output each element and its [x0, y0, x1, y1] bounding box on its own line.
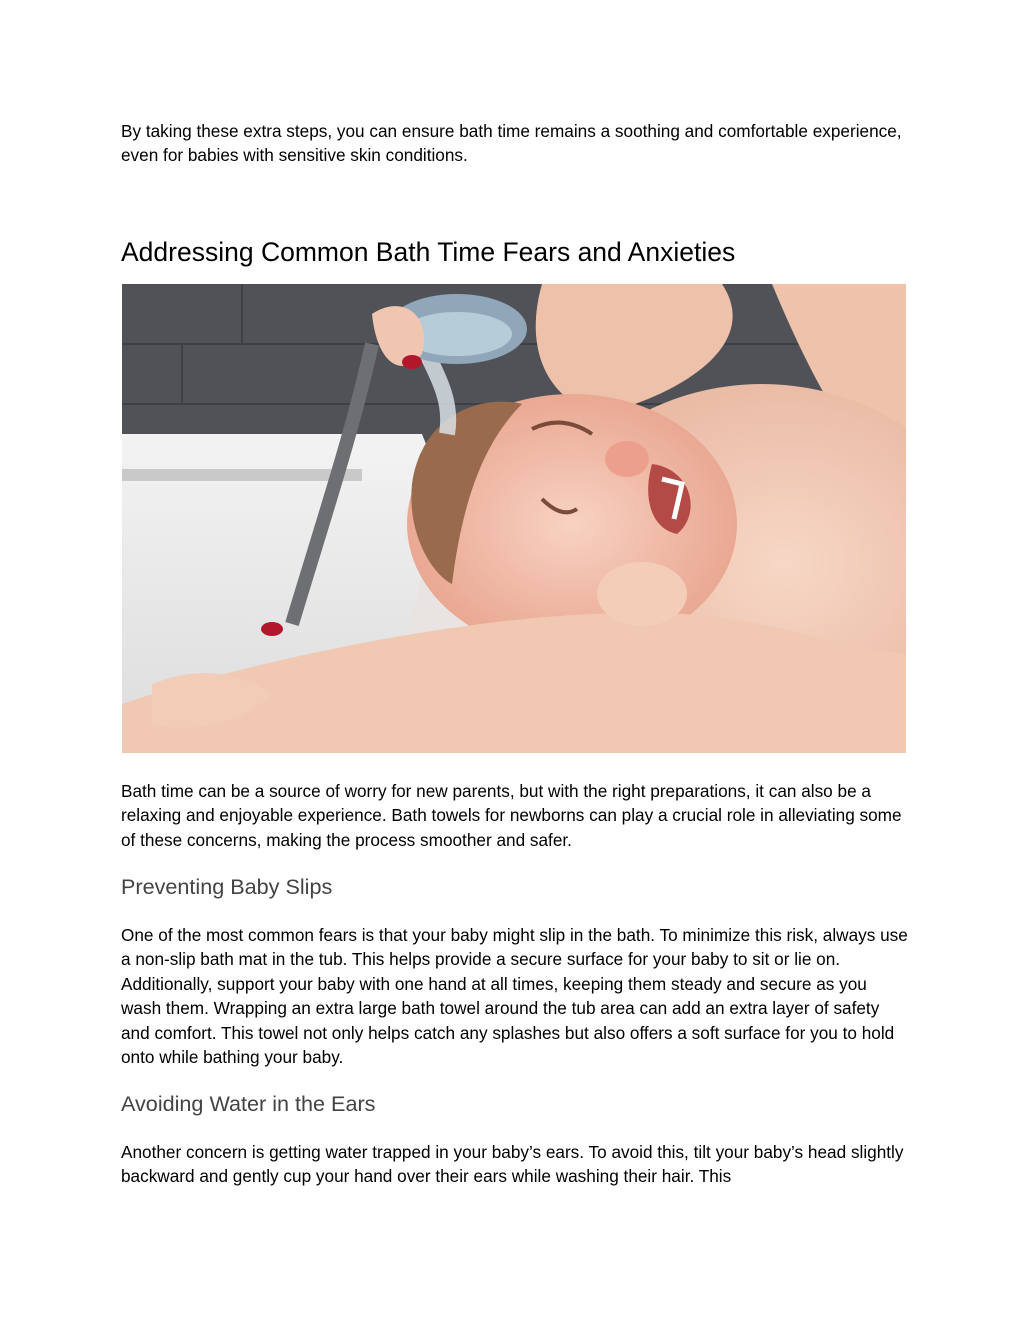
intro-paragraph: By taking these extra steps, you can ensure bath time remains a soothing and comfortable experience, even for babies with sensitive skin conditions. [121, 121, 902, 166]
section-paragraph: Bath time can be a source of worry for new parents, but with the right preparations, it can also be a relaxing and enjoyable experience. Bath towels for newborns can play a crucial role in alleviating some of these concerns, making the process smoother and safer. [121, 781, 902, 850]
paragraph-preventing-baby-slips: One of the most common fears is that your baby might slip in the bath. To minimize this risk, always use a non-slip bath mat in the tub. This helps provide a secure surface for your baby to sit or lie on. Additionally, support your baby with one hand at all times, keeping them steady and secure as you wash them. Wrapping an extra large bath towel around the tub area can add an extra layer of safety and comfort. This towel not only helps catch any splashes but also offers a soft surface for you to hold onto while bathing your baby. [121, 925, 908, 1068]
paragraph-avoiding-water-in-ears: Another concern is getting water trapped in your baby’s ears. To avoid this, tilt your baby’s head slightly backward and gently cup your hand over their ears while washing their hair. This [121, 1142, 904, 1187]
section-heading: Addressing Common Bath Time Fears and Anxieties [121, 237, 736, 267]
baby-bath-photo [122, 284, 906, 753]
subheading-avoiding-water-in-ears: Avoiding Water in the Ears [121, 1091, 376, 1116]
subheading-preventing-baby-slips: Preventing Baby Slips [121, 874, 333, 899]
baby-hand [597, 562, 687, 626]
